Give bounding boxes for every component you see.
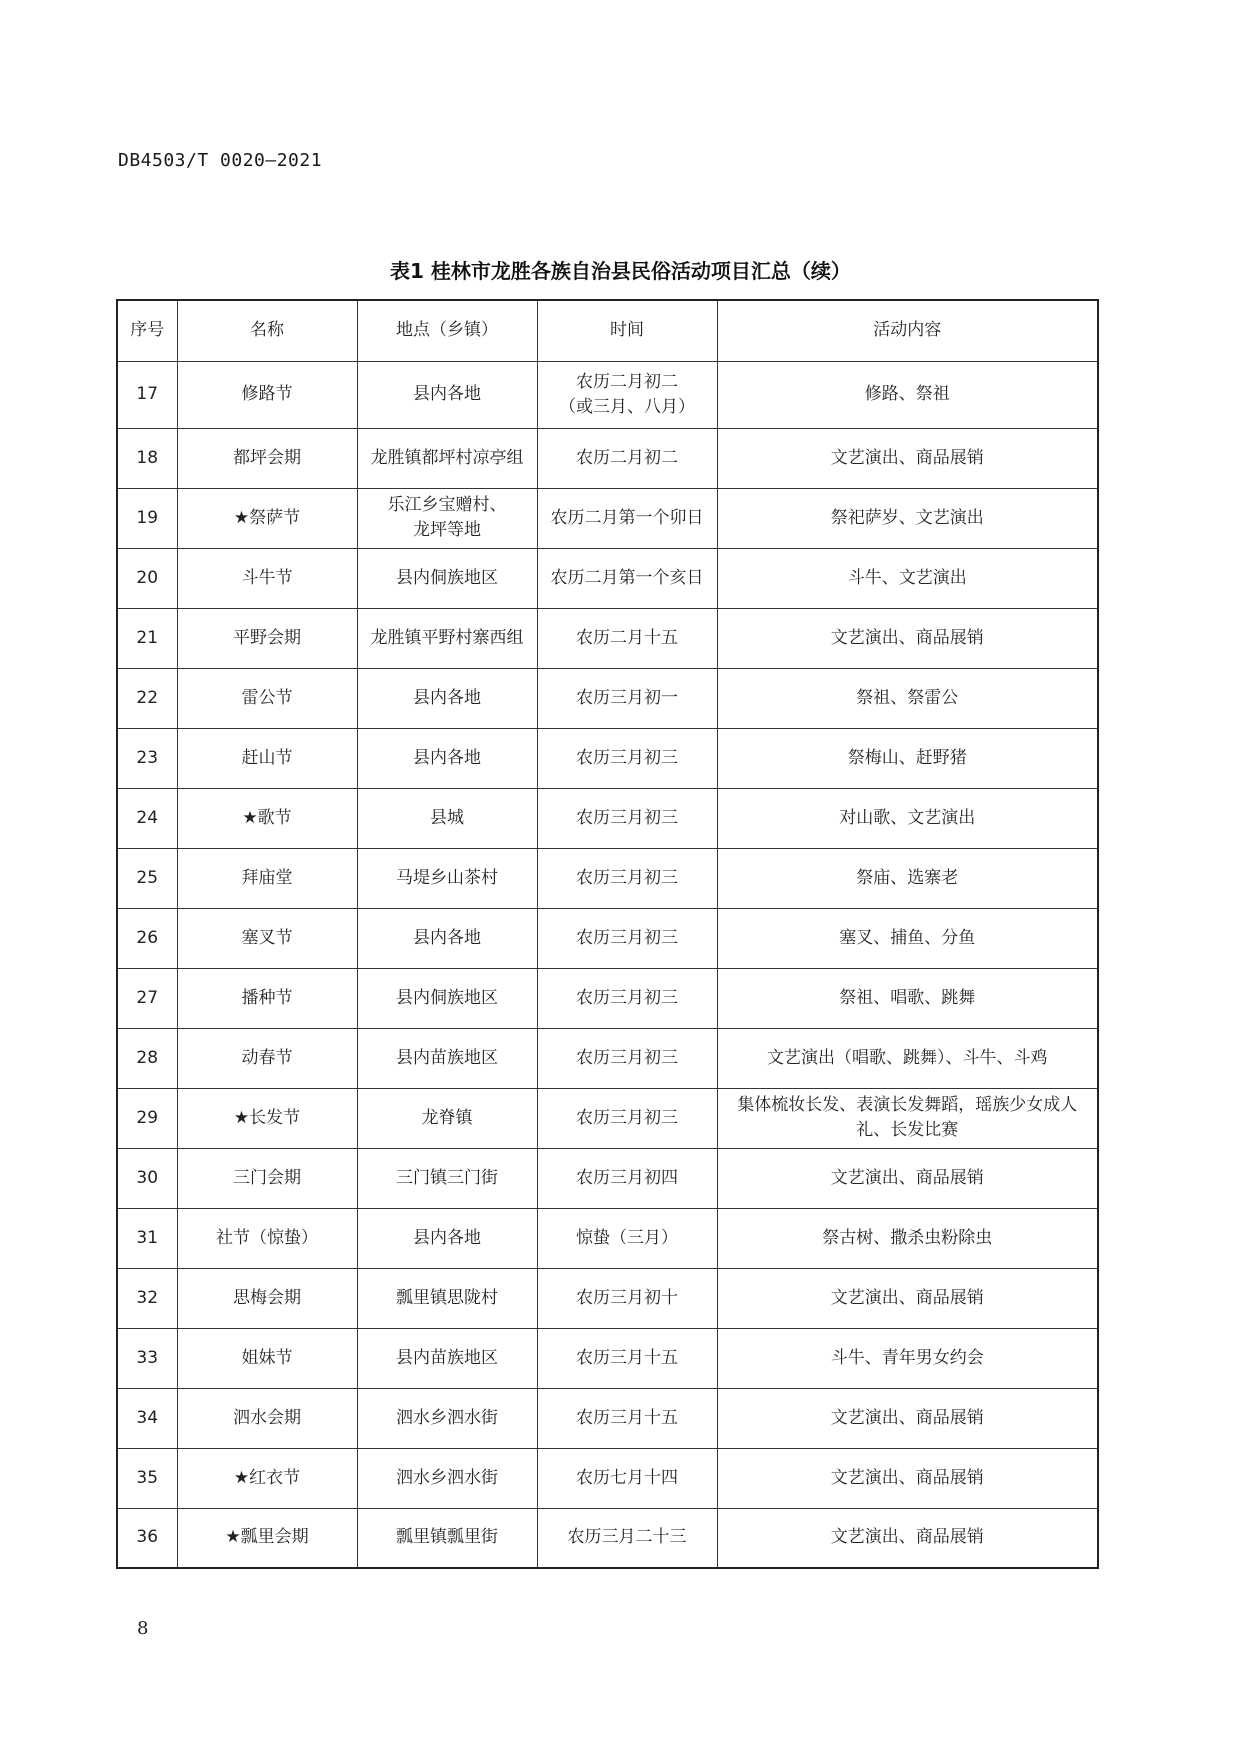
cell-name: 姐妹节 — [177, 1328, 357, 1388]
cell-index: 32 — [117, 1268, 177, 1328]
cell-location: 县内各地 — [357, 361, 537, 428]
table-row — [117, 361, 1098, 428]
cell-index: 35 — [117, 1448, 177, 1508]
cell-location: 瓢里镇思陇村 — [357, 1268, 537, 1328]
cell-index: 36 — [117, 1508, 177, 1568]
cell-time: 农历三月初三 — [537, 788, 717, 848]
cell-index: 20 — [117, 548, 177, 608]
cell-content: 对山歌、文艺演出 — [717, 788, 1098, 848]
cell-content: 文艺演出、商品展销 — [717, 1388, 1098, 1448]
cell-name: ★红衣节 — [177, 1448, 357, 1508]
cell-index: 31 — [117, 1208, 177, 1268]
cell-time: 农历二月第一个亥日 — [537, 548, 717, 608]
table-row — [117, 848, 1098, 908]
cell-content: 祭祀萨岁、文艺演出 — [717, 488, 1098, 548]
cell-location: 县内侗族地区 — [357, 548, 537, 608]
cell-time: 农历二月初二 — [537, 428, 717, 488]
table-row — [117, 1028, 1098, 1088]
cell-time: 农历二月第一个卯日 — [537, 488, 717, 548]
cell-time: 农历三月初三 — [537, 1028, 717, 1088]
cell-location: 县内各地 — [357, 728, 537, 788]
cell-location: 泗水乡泗水街 — [357, 1448, 537, 1508]
cell-content: 文艺演出（唱歌、跳舞）、斗牛、斗鸡 — [717, 1028, 1098, 1088]
column-header-content: 活动内容 — [717, 300, 1098, 361]
cell-location: 县内各地 — [357, 668, 537, 728]
table-row — [117, 1268, 1098, 1328]
cell-index: 33 — [117, 1328, 177, 1388]
cell-index: 25 — [117, 848, 177, 908]
cell-content: 文艺演出、商品展销 — [717, 1508, 1098, 1568]
cell-location: 乐江乡宝赠村、 龙坪等地 — [357, 488, 537, 548]
cell-index: 18 — [117, 428, 177, 488]
cell-location: 龙胜镇都坪村凉亭组 — [357, 428, 537, 488]
cell-time: 农历三月初三 — [537, 728, 717, 788]
table-row — [117, 1148, 1098, 1208]
cell-name: 播种节 — [177, 968, 357, 1028]
cell-time: 农历三月初三 — [537, 968, 717, 1028]
cell-time: 农历二月十五 — [537, 608, 717, 668]
cell-index: 27 — [117, 968, 177, 1028]
column-header-location: 地点（乡镇） — [357, 300, 537, 361]
cell-location: 县内各地 — [357, 1208, 537, 1268]
cell-name: 雷公节 — [177, 668, 357, 728]
cell-name: 都坪会期 — [177, 428, 357, 488]
cell-name: 社节（惊蛰） — [177, 1208, 357, 1268]
table-row — [117, 1388, 1098, 1448]
cell-content: 集体梳妆长发、表演长发舞蹈，瑶族少女成人 礼、长发比赛 — [717, 1088, 1098, 1148]
table-header-row — [117, 300, 1098, 361]
cell-location: 县内苗族地区 — [357, 1328, 537, 1388]
cell-name: 平野会期 — [177, 608, 357, 668]
cell-index: 17 — [117, 361, 177, 428]
cell-name: ★瓢里会期 — [177, 1508, 357, 1568]
table-row — [117, 548, 1098, 608]
table-row — [117, 908, 1098, 968]
folk-activities-table — [116, 299, 1099, 1569]
table-row — [117, 1508, 1098, 1568]
cell-name: 三门会期 — [177, 1148, 357, 1208]
cell-time: 农历七月十四 — [537, 1448, 717, 1508]
page-number: 8 — [137, 1618, 149, 1639]
cell-time: 农历二月初二 （或三月、八月） — [537, 361, 717, 428]
cell-location: 三门镇三门街 — [357, 1148, 537, 1208]
cell-time: 农历三月初三 — [537, 1088, 717, 1148]
cell-index: 34 — [117, 1388, 177, 1448]
cell-time: 农历三月初四 — [537, 1148, 717, 1208]
cell-content: 祭梅山、赶野猪 — [717, 728, 1098, 788]
cell-content: 祭古树、撒杀虫粉除虫 — [717, 1208, 1098, 1268]
cell-index: 28 — [117, 1028, 177, 1088]
cell-index: 19 — [117, 488, 177, 548]
cell-time: 农历三月十五 — [537, 1328, 717, 1388]
cell-time: 农历三月初三 — [537, 908, 717, 968]
cell-content: 文艺演出、商品展销 — [717, 608, 1098, 668]
cell-index: 24 — [117, 788, 177, 848]
cell-name: 动春节 — [177, 1028, 357, 1088]
cell-time: 农历三月初十 — [537, 1268, 717, 1328]
cell-name: ★祭萨节 — [177, 488, 357, 548]
table-row — [117, 608, 1098, 668]
table-row — [117, 488, 1098, 548]
cell-index: 30 — [117, 1148, 177, 1208]
cell-index: 29 — [117, 1088, 177, 1148]
cell-index: 21 — [117, 608, 177, 668]
cell-index: 26 — [117, 908, 177, 968]
cell-location: 泗水乡泗水街 — [357, 1388, 537, 1448]
cell-location: 县内苗族地区 — [357, 1028, 537, 1088]
cell-location: 县内各地 — [357, 908, 537, 968]
cell-location: 瓢里镇瓢里街 — [357, 1508, 537, 1568]
cell-name: 拜庙堂 — [177, 848, 357, 908]
column-header-name: 名称 — [177, 300, 357, 361]
cell-index: 22 — [117, 668, 177, 728]
column-header-time: 时间 — [537, 300, 717, 361]
cell-content: 文艺演出、商品展销 — [717, 428, 1098, 488]
table-title: 表1 桂林市龙胜各族自治县民俗活动项目汇总（续） — [390, 259, 851, 283]
table-row — [117, 1448, 1098, 1508]
cell-location: 县内侗族地区 — [357, 968, 537, 1028]
table-row — [117, 788, 1098, 848]
cell-time: 农历三月初一 — [537, 668, 717, 728]
table-row — [117, 1208, 1098, 1268]
cell-content: 祭祖、唱歌、跳舞 — [717, 968, 1098, 1028]
cell-content: 祭庙、选寨老 — [717, 848, 1098, 908]
table-row — [117, 1088, 1098, 1148]
cell-time: 农历三月十五 — [537, 1388, 717, 1448]
cell-time: 农历三月二十三 — [537, 1508, 717, 1568]
cell-index: 23 — [117, 728, 177, 788]
cell-location: 县城 — [357, 788, 537, 848]
cell-name: 修路节 — [177, 361, 357, 428]
cell-name: 思梅会期 — [177, 1268, 357, 1328]
cell-time: 农历三月初三 — [537, 848, 717, 908]
cell-time: 惊蛰（三月） — [537, 1208, 717, 1268]
column-header-index: 序号 — [117, 300, 177, 361]
cell-content: 斗牛、青年男女约会 — [717, 1328, 1098, 1388]
cell-content: 文艺演出、商品展销 — [717, 1448, 1098, 1508]
cell-content: 文艺演出、商品展销 — [717, 1148, 1098, 1208]
table-row — [117, 728, 1098, 788]
table-row — [117, 968, 1098, 1028]
cell-content: 塞叉、捕鱼、分鱼 — [717, 908, 1098, 968]
cell-content: 文艺演出、商品展销 — [717, 1268, 1098, 1328]
table-row — [117, 428, 1098, 488]
cell-name: 赶山节 — [177, 728, 357, 788]
cell-location: 龙胜镇平野村寨西组 — [357, 608, 537, 668]
cell-content: 修路、祭祖 — [717, 361, 1098, 428]
cell-name: ★歌节 — [177, 788, 357, 848]
cell-name: 泗水会期 — [177, 1388, 357, 1448]
document-code: DB4503/T 0020—2021 — [118, 150, 323, 171]
cell-location: 龙脊镇 — [357, 1088, 537, 1148]
table-row — [117, 1328, 1098, 1388]
cell-content: 斗牛、文艺演出 — [717, 548, 1098, 608]
cell-content: 祭祖、祭雷公 — [717, 668, 1098, 728]
cell-location: 马堤乡山茶村 — [357, 848, 537, 908]
table-row — [117, 668, 1098, 728]
cell-name: 塞叉节 — [177, 908, 357, 968]
cell-name: ★长发节 — [177, 1088, 357, 1148]
cell-name: 斗牛节 — [177, 548, 357, 608]
